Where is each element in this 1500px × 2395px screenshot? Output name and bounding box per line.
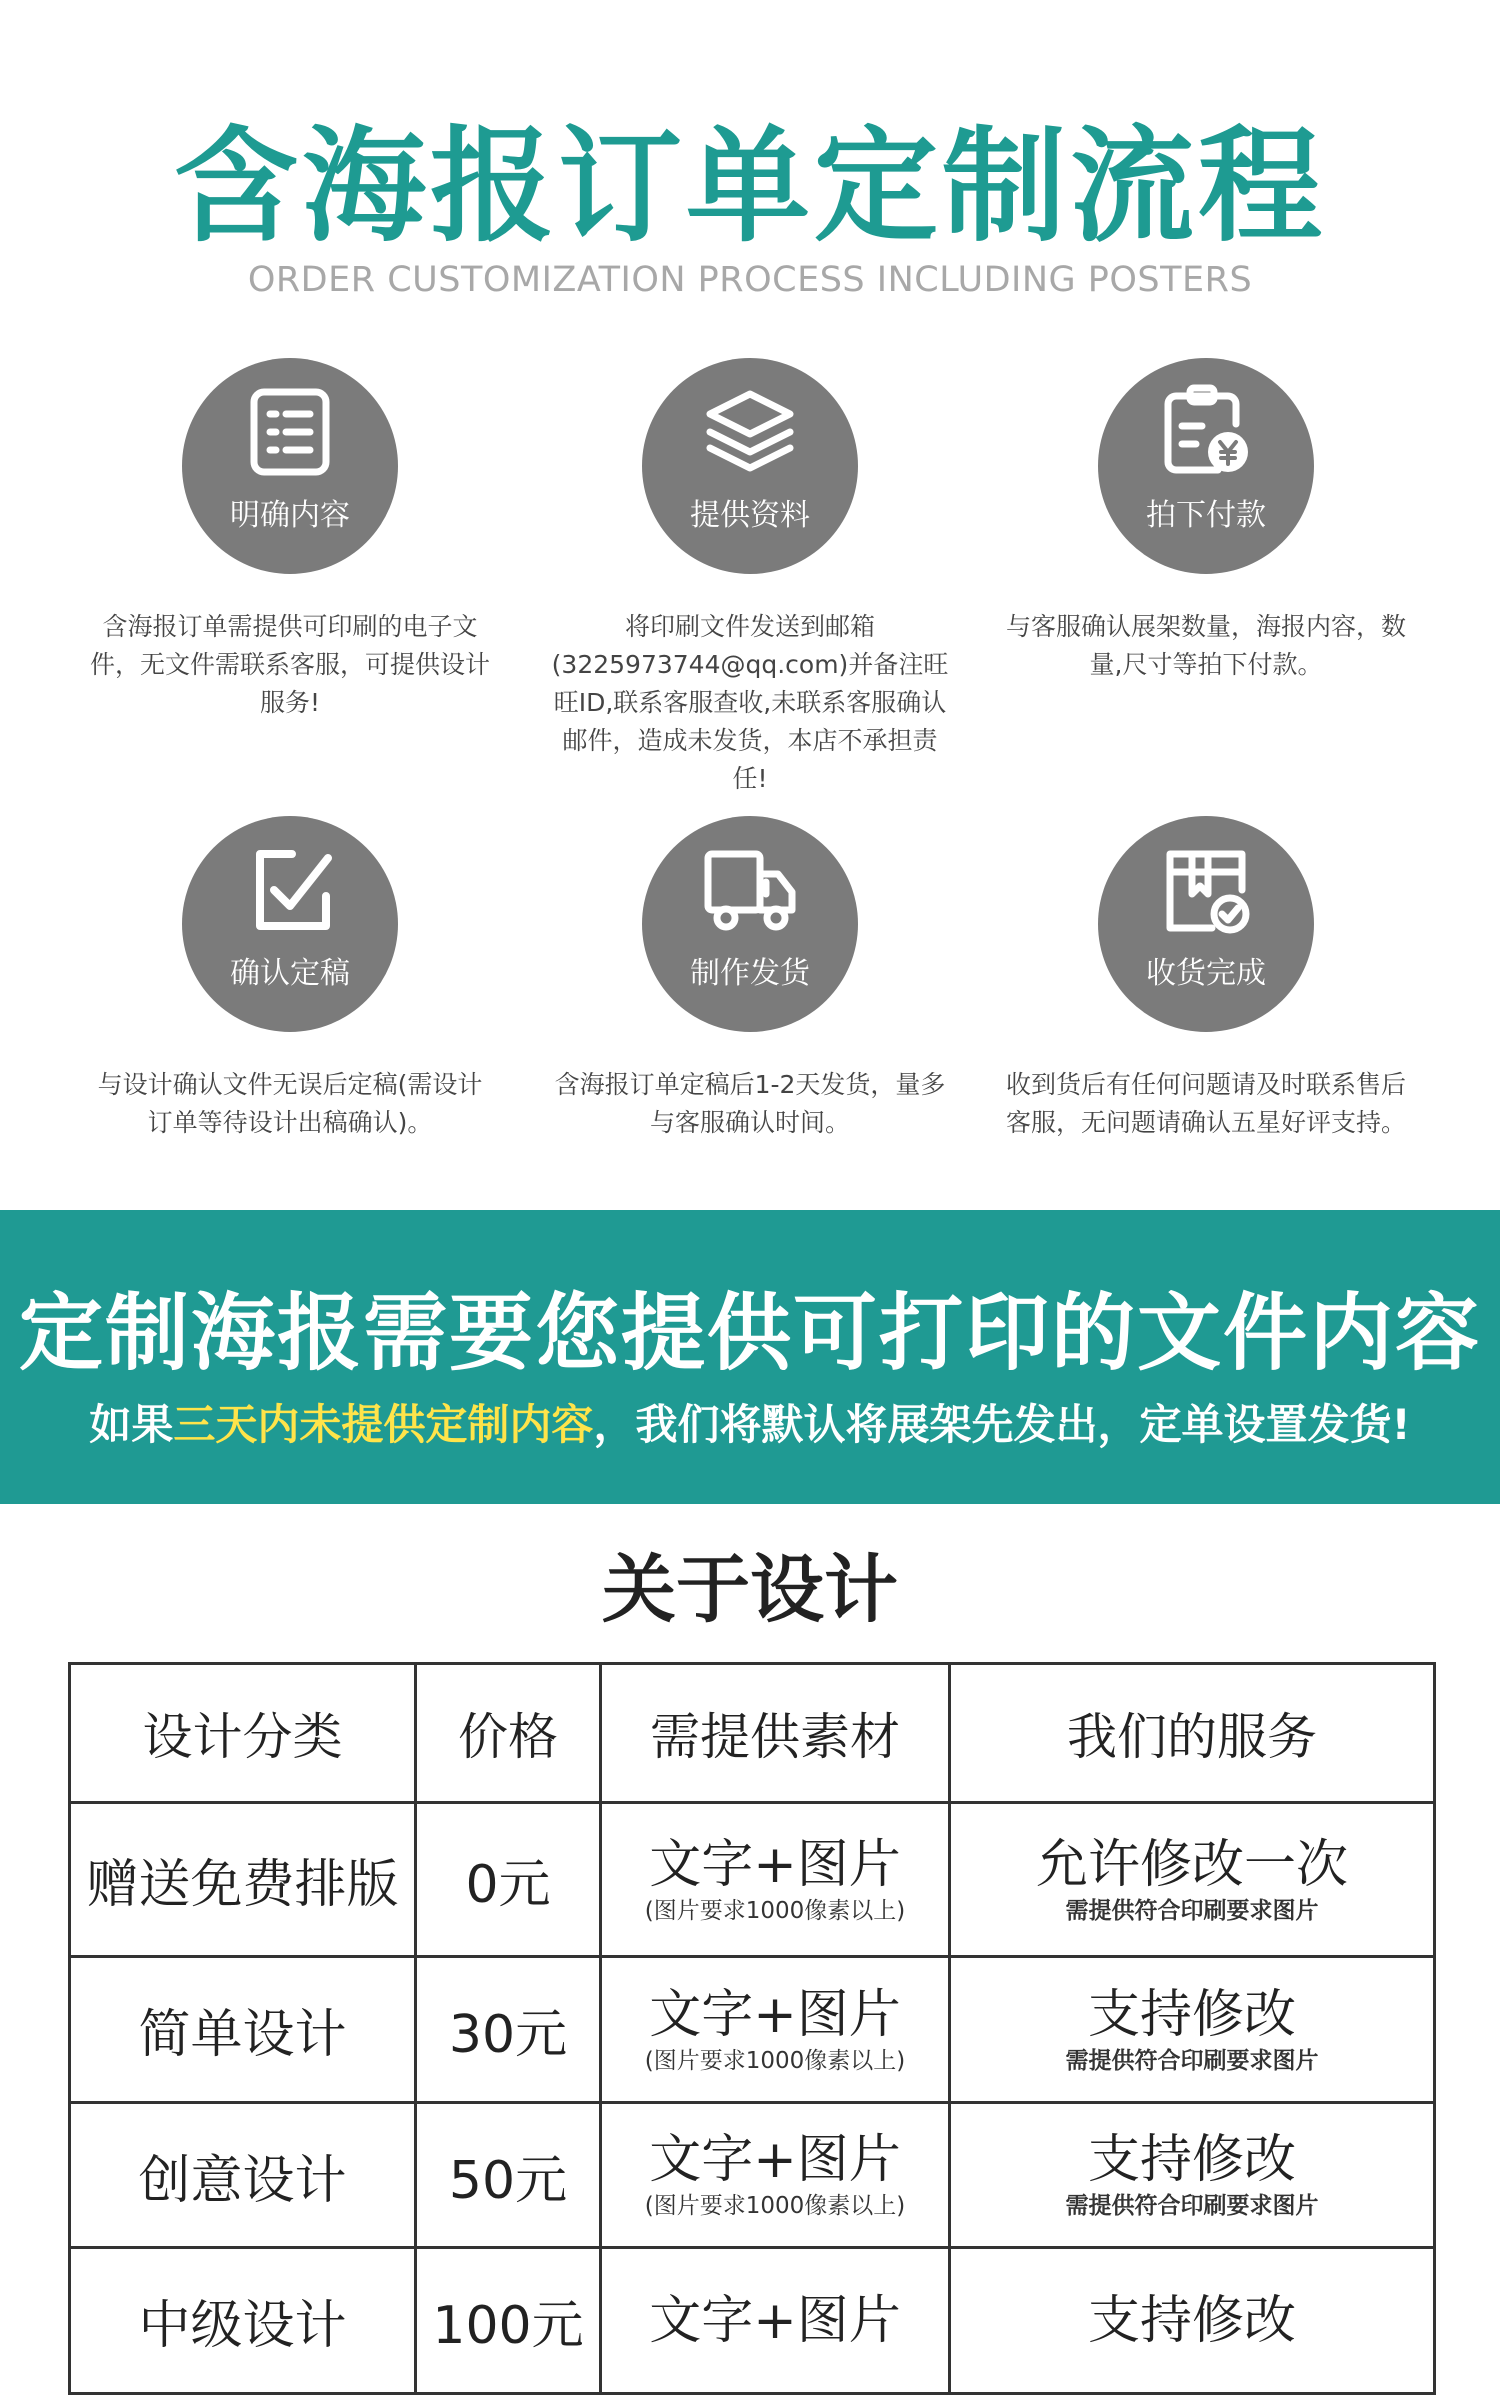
step-description: 收到货后有任何问题请及时联系售后客服，无问题请确认五星好评支持。 bbox=[1006, 1070, 1407, 1137]
step-label: 提供资料 bbox=[690, 498, 810, 533]
cell-category: 赠送免费排版 bbox=[70, 1803, 416, 1957]
service-text: 支持修改 bbox=[1087, 1984, 1296, 2045]
service-note: 需提供符合印刷要求图片 bbox=[1065, 2047, 1319, 2074]
page-title: 含海报订单定制流程 bbox=[173, 115, 1326, 259]
table-row bbox=[70, 2103, 1435, 2248]
page-subtitle: ORDER CUSTOMIZATION PROCESS INCLUDING POSTERS bbox=[247, 260, 1253, 300]
material-text: 文字+图片 bbox=[649, 1834, 901, 1895]
banner-title: 定制海报需要您提供可打印的文件内容 bbox=[18, 1284, 1481, 1382]
step-description: 含海报订单需提供可印刷的电子文件，无文件需联系客服，可提供设计服务! bbox=[90, 612, 491, 717]
list-document-icon bbox=[240, 382, 340, 482]
step-place-order bbox=[978, 358, 1434, 684]
step-circle bbox=[1098, 816, 1314, 1032]
service-note: 需提供符合印刷要求图片 bbox=[1065, 2193, 1319, 2219]
design-pricing-table bbox=[68, 1662, 1436, 2395]
material-text: 文字+图片 bbox=[649, 2130, 901, 2190]
material-text: 文字+图片 bbox=[649, 1984, 901, 2045]
step-produce-ship bbox=[522, 816, 978, 1142]
service-text: 支持修改 bbox=[1087, 2290, 1296, 2351]
step-description: 将印刷文件发送到邮箱(3225973744@qq.com)并备注旺旺ID,联系客服查收,未联系客服确认邮件，造成未发货，本店不承担责任! bbox=[551, 612, 949, 793]
table-header-row bbox=[70, 1664, 1435, 1803]
step-circle bbox=[642, 816, 858, 1032]
cell-category: 中级设计 bbox=[70, 2248, 416, 2394]
cell-material bbox=[601, 1957, 950, 2103]
step-label: 明确内容 bbox=[230, 498, 350, 533]
cell-material bbox=[601, 2248, 950, 2394]
delivery-truck-icon bbox=[700, 840, 800, 940]
clipboard-yuan-icon bbox=[1156, 382, 1256, 482]
material-note: (图片要求1000像素以上) bbox=[644, 2193, 906, 2219]
material-note: (图片要求1000像素以上) bbox=[644, 2047, 906, 2074]
header-material: 需提供素材 bbox=[601, 1664, 950, 1803]
step-receive-complete bbox=[978, 816, 1434, 1142]
cell-price: 0元 bbox=[416, 1803, 601, 1957]
table-row bbox=[70, 1803, 1435, 1957]
cell-service bbox=[950, 1957, 1435, 2103]
header-price: 价格 bbox=[416, 1664, 601, 1803]
header-service: 我们的服务 bbox=[950, 1664, 1435, 1803]
banner-sub-prefix: 如果 bbox=[89, 1400, 174, 1449]
cell-category: 简单设计 bbox=[70, 1957, 416, 2103]
step-label: 收货完成 bbox=[1146, 956, 1266, 991]
design-section-title: 关于设计 bbox=[602, 1547, 898, 1633]
step-circle bbox=[642, 358, 858, 574]
step-confirm-final bbox=[62, 816, 518, 1142]
cell-service bbox=[950, 2103, 1435, 2248]
cell-service bbox=[950, 1803, 1435, 1957]
step-description: 与客服确认展架数量，海报内容，数量,尺寸等拍下付款。 bbox=[1006, 612, 1407, 679]
cell-material bbox=[601, 2103, 950, 2248]
cell-category: 创意设计 bbox=[70, 2103, 416, 2248]
header-category: 设计分类 bbox=[70, 1664, 416, 1803]
stacked-layers-icon bbox=[700, 382, 800, 482]
checkbox-edit-icon bbox=[240, 840, 340, 940]
cell-price: 50元 bbox=[416, 2103, 601, 2248]
banner-sub-highlight: 三天内未提供定制内容 bbox=[173, 1400, 594, 1449]
cell-service bbox=[950, 2248, 1435, 2394]
cell-price: 100元 bbox=[416, 2248, 601, 2394]
service-note: 需提供符合印刷要求图片 bbox=[1065, 1897, 1319, 1924]
cell-price: 30元 bbox=[416, 1957, 601, 2103]
banner-sub-suffix: ，我们将默认将展架先发出，定单设置发货! bbox=[593, 1400, 1411, 1449]
step-define-content bbox=[62, 358, 518, 722]
step-circle bbox=[182, 358, 398, 574]
step-description: 与设计确认文件无误后定稿(需设计订单等待设计出稿确认)。 bbox=[97, 1070, 483, 1137]
table-row bbox=[70, 1957, 1435, 2103]
banner-subtitle bbox=[0, 1396, 1500, 1454]
step-provide-materials bbox=[522, 358, 978, 798]
step-circle bbox=[182, 816, 398, 1032]
step-description: 含海报订单定稿后1-2天发货，量多与客服确认时间。 bbox=[554, 1070, 946, 1137]
cell-material bbox=[601, 1803, 950, 1957]
step-circle bbox=[1098, 358, 1314, 574]
material-note: (图片要求1000像素以上) bbox=[644, 1897, 906, 1924]
step-label: 确认定稿 bbox=[230, 956, 350, 991]
step-label: 制作发货 bbox=[690, 956, 810, 991]
step-label: 拍下付款 bbox=[1146, 498, 1266, 533]
service-text: 允许修改一次 bbox=[1035, 1834, 1348, 1895]
notice-banner bbox=[0, 1210, 1500, 1504]
package-check-icon bbox=[1156, 840, 1256, 940]
service-text: 支持修改 bbox=[1087, 2130, 1296, 2190]
material-text: 文字+图片 bbox=[649, 2290, 901, 2351]
table-row bbox=[70, 2248, 1435, 2394]
